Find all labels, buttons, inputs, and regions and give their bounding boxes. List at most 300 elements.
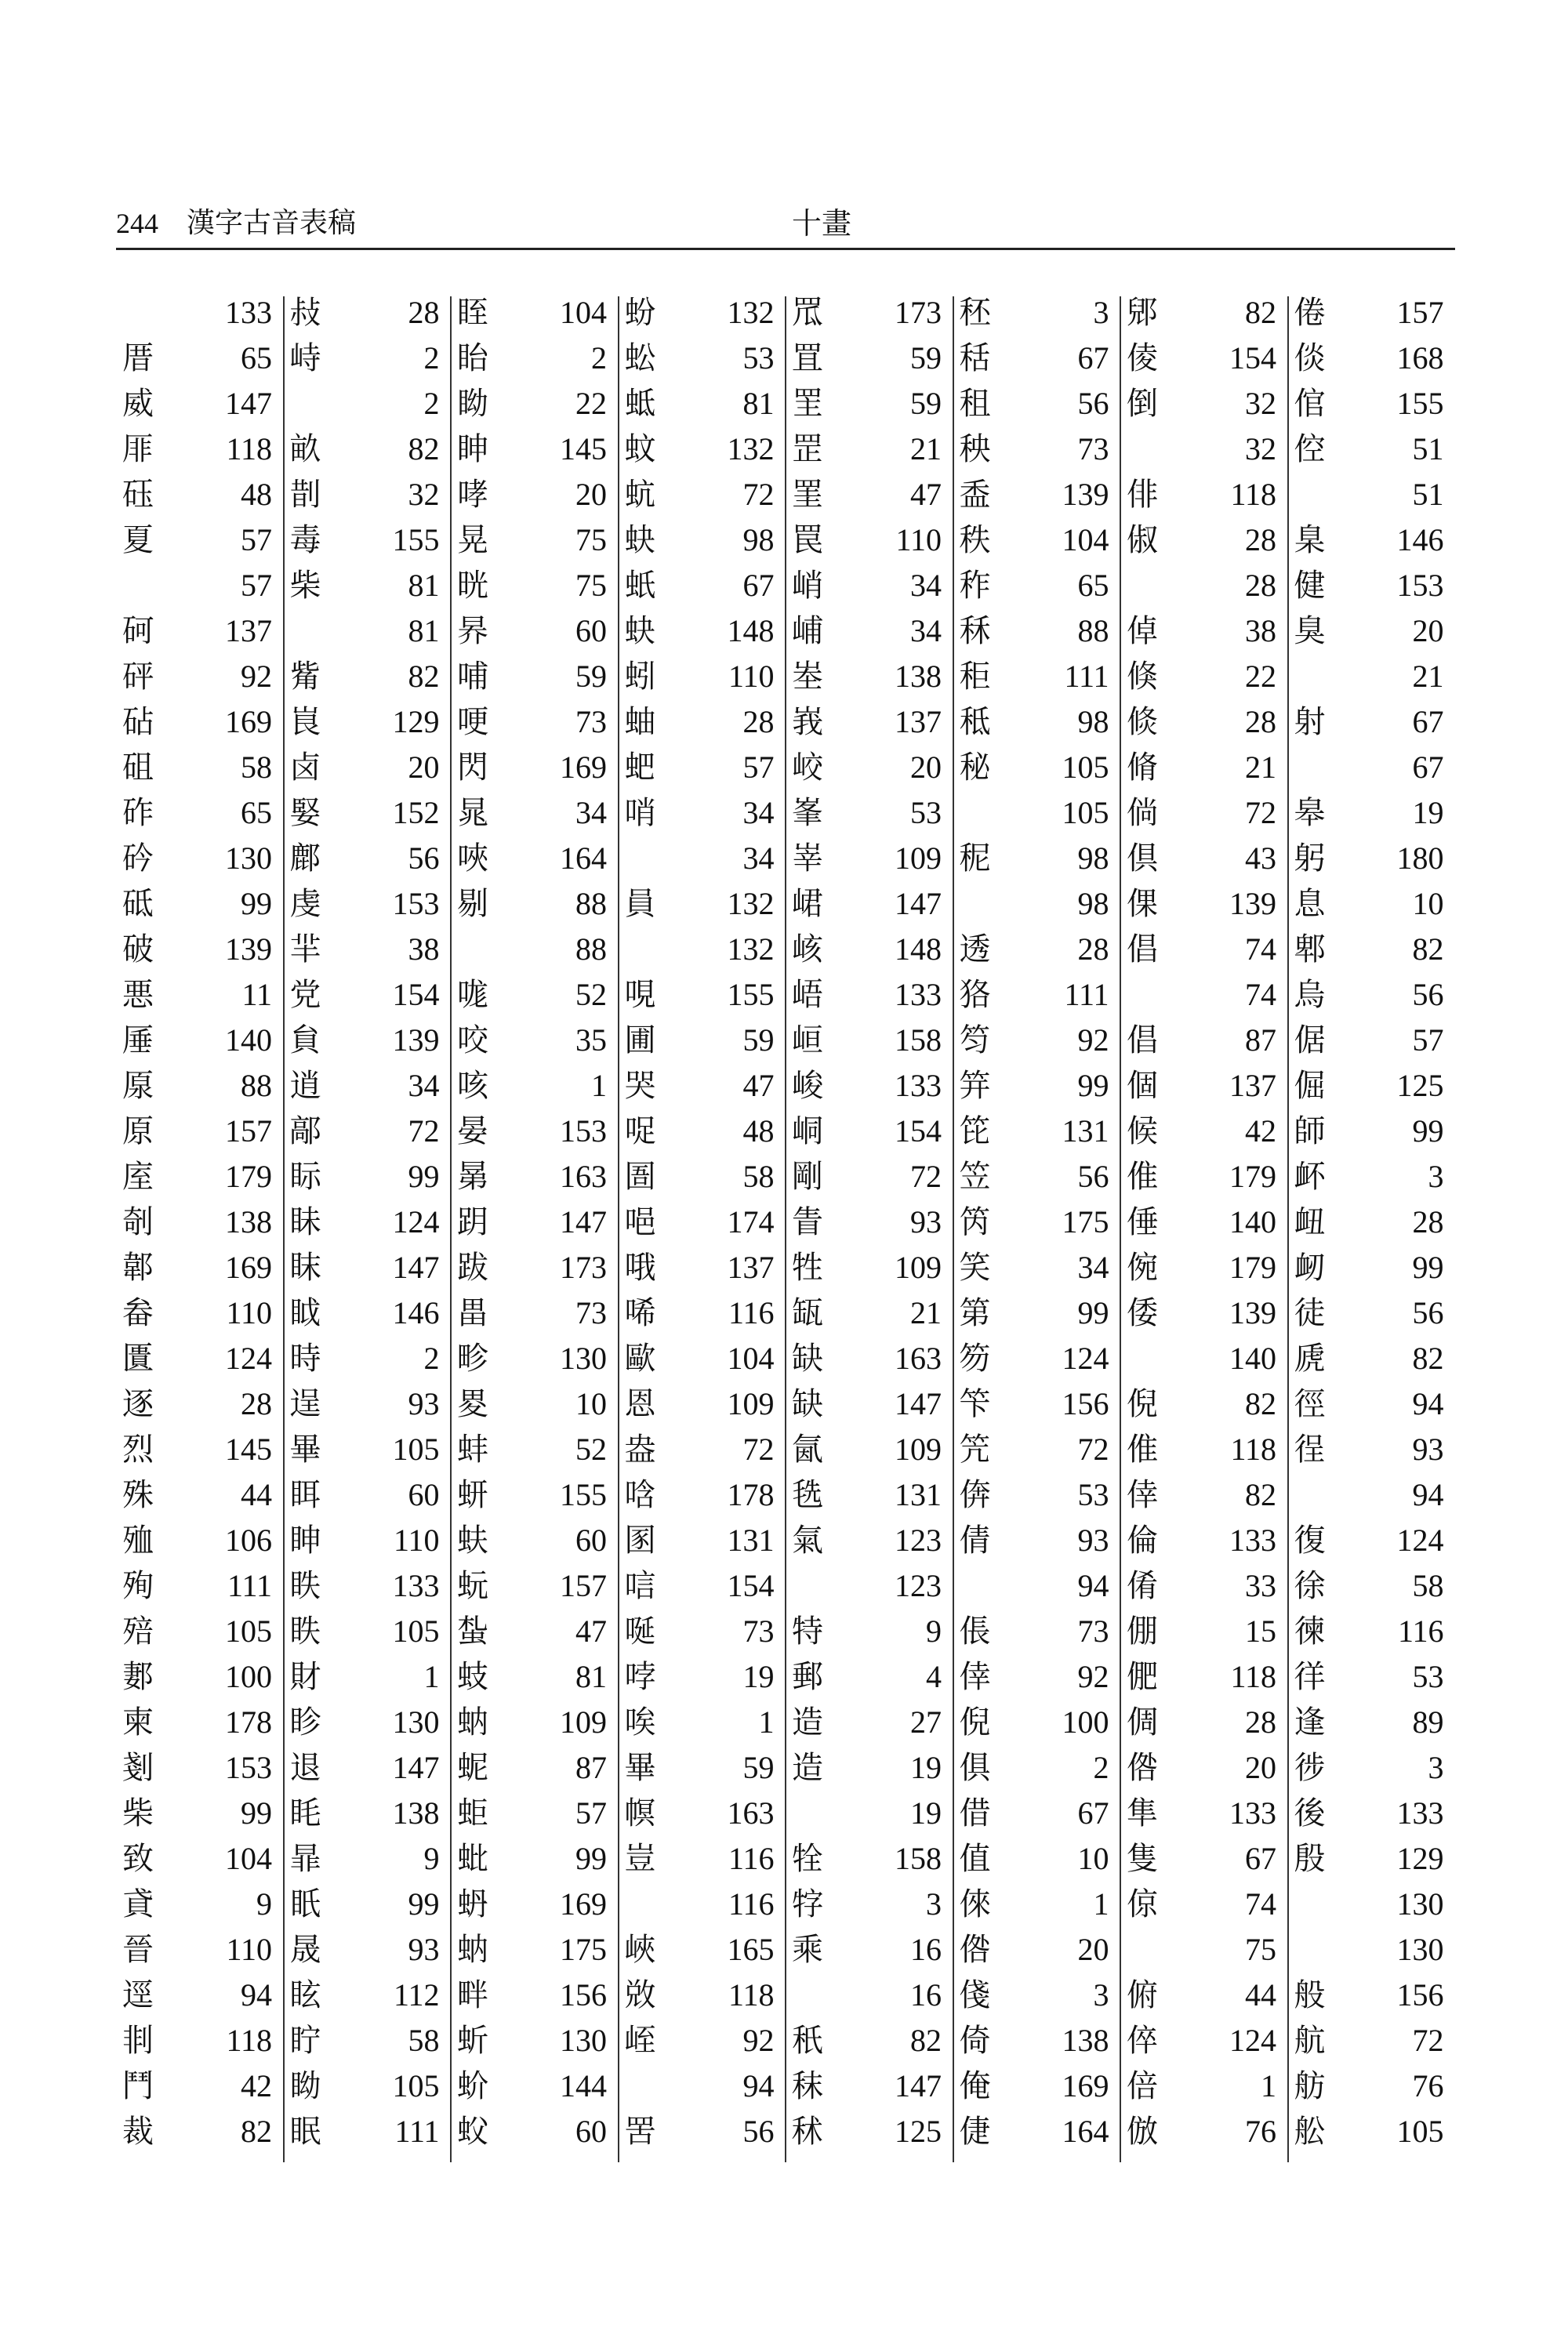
page-reference: 92: [1077, 1022, 1109, 1058]
page-reference: 94: [1077, 1568, 1109, 1603]
character: 衂: [1294, 1250, 1326, 1286]
table-row: [786, 2018, 953, 2063]
page-reference: 105: [1396, 2114, 1444, 2149]
table-row: [1288, 290, 1455, 336]
table-row: [284, 1109, 451, 1154]
table-row: [619, 1109, 786, 1154]
table-row: [451, 1882, 618, 1927]
character: 徏: [1294, 1750, 1326, 1786]
page-reference: 32: [408, 477, 440, 512]
table-row: [284, 1836, 451, 1882]
character: 蚊: [624, 431, 656, 467]
page-reference: 72: [1245, 795, 1276, 830]
page-reference: 20: [1077, 1932, 1109, 1967]
character: 唅: [624, 1477, 656, 1513]
page-reference: 99: [1077, 1068, 1109, 1103]
page-reference: 53: [1412, 1659, 1444, 1694]
page-reference: 9: [256, 1886, 272, 1922]
table-row: [116, 927, 283, 972]
table-row: [284, 654, 451, 699]
page-reference: 163: [727, 1795, 775, 1831]
character: 舩: [1294, 2114, 1326, 2150]
page-reference: 137: [727, 1250, 775, 1285]
character: 倠: [1127, 1432, 1158, 1468]
character: 剛: [792, 1159, 823, 1195]
page-reference: 35: [575, 1022, 607, 1058]
page-reference: 140: [225, 1022, 272, 1058]
table-row: [953, 1882, 1120, 1927]
table-column: [1120, 290, 1287, 2172]
page-reference: 118: [226, 431, 272, 466]
table-row: [953, 836, 1120, 881]
table-row: [1120, 1609, 1287, 1654]
table-row: [116, 1336, 283, 1381]
table-row: [786, 836, 953, 881]
character: 射: [1294, 704, 1326, 740]
page-reference: 152: [392, 795, 440, 830]
character: 豈: [624, 1841, 656, 1877]
table-row: [619, 1427, 786, 1472]
table-row: [284, 1200, 451, 1245]
table-row: [1288, 1563, 1455, 1609]
character: 蚋: [457, 1704, 488, 1740]
table-row: [619, 881, 786, 927]
page-reference: 154: [1229, 340, 1276, 376]
table-row: [953, 1791, 1120, 1836]
table-row: [786, 881, 953, 927]
character: 倓: [1294, 340, 1326, 376]
table-row: [786, 1518, 953, 1563]
character: 倭: [1127, 1295, 1158, 1331]
character: 倣: [1127, 2114, 1158, 2150]
character: 眩: [289, 1977, 321, 2013]
page-reference: 60: [408, 1477, 440, 1512]
character: 唌: [624, 1613, 656, 1650]
page-reference: 72: [910, 1159, 942, 1194]
page-reference: 56: [742, 2114, 775, 2149]
table-row: [1120, 472, 1287, 517]
page-reference: 57: [575, 1795, 607, 1831]
table-column: [1288, 290, 1455, 2172]
table-row: [619, 1336, 786, 1381]
page-reference: 73: [1077, 1613, 1109, 1649]
character: 秣: [792, 2068, 823, 2104]
page-reference: 110: [226, 1932, 272, 1967]
character: 舫: [1294, 2068, 1326, 2104]
page-reference: 2: [423, 386, 440, 421]
character-table: [116, 290, 1455, 2172]
table-row: [619, 1245, 786, 1290]
character: 眙: [457, 340, 488, 376]
page-reference: 60: [575, 2114, 607, 2149]
table-row: [451, 1245, 618, 1290]
page-reference: 93: [1412, 1432, 1444, 1467]
character: 峿: [792, 977, 823, 1013]
page-reference: 1: [423, 1659, 440, 1694]
table-row: [1288, 1882, 1455, 1927]
character: 倒: [1127, 386, 1158, 422]
table-row: [786, 1654, 953, 1700]
table-row: [116, 654, 283, 699]
table-row: [786, 1109, 953, 1154]
page-reference: 98: [1077, 886, 1109, 921]
page-reference: 57: [241, 522, 272, 557]
page-reference: 99: [408, 1159, 440, 1194]
page-reference: 147: [225, 386, 272, 421]
table-row: [1288, 517, 1455, 563]
table-row: [786, 517, 953, 563]
character: 郳: [1127, 295, 1158, 331]
header-rule: [116, 248, 1455, 250]
character: 罡: [792, 431, 823, 467]
table-row: [451, 1427, 618, 1472]
page-reference: 21: [1245, 750, 1276, 785]
page-reference: 76: [1245, 2114, 1276, 2149]
table-row: [1120, 608, 1287, 654]
page-reference: 139: [1229, 886, 1276, 921]
table-row: [619, 2063, 786, 2109]
table-row: [284, 426, 451, 472]
page-reference: 72: [1412, 2023, 1444, 2058]
page-reference: 105: [1062, 795, 1109, 830]
page-reference: 65: [241, 340, 272, 376]
character: 徒: [1294, 1295, 1326, 1331]
table-row: [953, 745, 1120, 790]
character: 倀: [959, 1613, 991, 1650]
page-reference: 73: [742, 1613, 775, 1649]
character: 晃: [457, 522, 488, 558]
page-reference: 163: [560, 1159, 607, 1194]
character: 暃: [289, 1841, 321, 1877]
character: 眣: [289, 1613, 321, 1650]
page-reference: 10: [1412, 886, 1444, 921]
character: 秖: [792, 2023, 823, 2059]
character: 哦: [624, 1250, 656, 1286]
character: 殕: [122, 1613, 154, 1650]
table-row: [1288, 1290, 1455, 1336]
character: 倍: [1127, 2068, 1158, 2104]
character: 晟: [289, 1932, 321, 1968]
page-reference: 43: [1245, 840, 1276, 876]
page-reference: 34: [408, 1068, 440, 1103]
character: 砧: [122, 704, 154, 740]
table-row: [1120, 927, 1287, 972]
page-reference: 118: [1230, 1432, 1276, 1467]
table-row: [1120, 1109, 1287, 1154]
character: 牸: [792, 1886, 823, 1922]
character: 倴: [959, 1477, 991, 1513]
table-row: [116, 1654, 283, 1700]
page-reference: 139: [1062, 477, 1109, 512]
character: 峻: [792, 1068, 823, 1104]
character: 氣: [792, 1523, 823, 1559]
character: 員: [624, 886, 656, 922]
table-row: [1288, 836, 1455, 881]
page-reference: 65: [241, 795, 272, 830]
table-row: [451, 2018, 618, 2063]
character: 蚒: [457, 1886, 488, 1922]
character: 厞: [122, 431, 154, 467]
page-reference: 82: [1412, 1341, 1444, 1376]
table-row: [1288, 1200, 1455, 1245]
page-reference: 20: [910, 750, 942, 785]
table-row: [619, 2109, 786, 2154]
table-row: [116, 1109, 283, 1154]
page-reference: 146: [1396, 522, 1444, 557]
table-row: [116, 381, 283, 426]
page-reference: 21: [910, 1295, 942, 1330]
page-reference: 138: [895, 659, 942, 694]
table-row: [619, 381, 786, 426]
table-row: [1120, 1200, 1287, 1245]
character: 復: [1294, 1523, 1326, 1559]
character: 臬: [1294, 522, 1326, 558]
character: 隻: [1127, 1841, 1158, 1877]
table-row: [1288, 927, 1455, 972]
page-reference: 130: [392, 1704, 440, 1740]
table-row: [619, 1791, 786, 1836]
table-row: [953, 1973, 1120, 2018]
character: 唏: [624, 1295, 656, 1331]
table-row: [451, 1518, 618, 1563]
page-reference: 130: [1396, 1932, 1444, 1967]
character: 倶: [1127, 840, 1158, 877]
character: 貟: [289, 1022, 321, 1058]
table-row: [1120, 699, 1287, 745]
page-reference: 110: [393, 1523, 440, 1558]
page-reference: 118: [728, 1977, 775, 2013]
table-row: [1288, 1245, 1455, 1290]
table-row: [451, 517, 618, 563]
character: 逐: [122, 1386, 154, 1422]
table-row: [1288, 2063, 1455, 2109]
table-row: [284, 563, 451, 608]
table-row: [1120, 517, 1287, 563]
character: 蚷: [457, 1795, 488, 1831]
page-reference: 132: [727, 931, 775, 967]
table-row: [1120, 1563, 1287, 1609]
table-row: [284, 1063, 451, 1109]
character: 致: [122, 1841, 154, 1877]
character: 郪: [122, 1659, 154, 1695]
table-row: [953, 1654, 1120, 1700]
page-reference: 118: [226, 2023, 272, 2058]
table-row: [619, 972, 786, 1018]
character: 畢: [289, 1432, 321, 1468]
character: 倮: [1127, 886, 1158, 922]
character: 鬥: [122, 2068, 154, 2104]
page-reference: 82: [910, 2023, 942, 2058]
page-reference: 147: [560, 1204, 607, 1240]
table-row: [1120, 1336, 1287, 1381]
page-reference: 129: [1396, 1841, 1444, 1876]
table-row: [284, 1609, 451, 1654]
page-reference: 140: [1229, 1204, 1276, 1240]
table-row: [786, 1472, 953, 1518]
page-reference: 169: [225, 704, 272, 739]
page-reference: 42: [241, 2068, 272, 2103]
character: 畢: [624, 1750, 656, 1786]
character: 峧: [792, 750, 823, 786]
page-reference: 82: [408, 659, 440, 694]
table-row: [284, 517, 451, 563]
character: 皋: [1294, 795, 1326, 831]
character: 俴: [959, 1977, 991, 2013]
page-reference: 148: [895, 931, 942, 967]
table-row: [1120, 1791, 1287, 1836]
page-reference: 59: [742, 1022, 775, 1058]
page-reference: 99: [241, 886, 272, 921]
table-row: [619, 1200, 786, 1245]
character: 峬: [792, 613, 823, 649]
table-row: [116, 1427, 283, 1472]
table-row: [284, 1973, 451, 2018]
page-reference: 65: [1077, 568, 1109, 603]
table-row: [116, 1245, 283, 1290]
character: 晁: [457, 795, 488, 831]
page-reference: 38: [408, 931, 440, 967]
table-column: [451, 290, 618, 2172]
character: 乘: [792, 1932, 823, 1968]
table-column: [786, 290, 953, 2172]
page-reference: 147: [895, 1386, 942, 1421]
character: 峯: [792, 795, 823, 831]
page-reference: 99: [241, 1795, 272, 1831]
page-reference: 123: [895, 1568, 942, 1603]
character: 徐: [1294, 1568, 1326, 1604]
page-reference: 99: [1412, 1250, 1444, 1285]
table-row: [786, 972, 953, 1018]
table-row: [284, 1882, 451, 1927]
table-row: [1120, 2063, 1287, 2109]
character: 倇: [1127, 1250, 1158, 1286]
table-row: [619, 1654, 786, 1700]
table-row: [786, 336, 953, 381]
page-reference: 147: [895, 2068, 942, 2103]
character: 夏: [122, 522, 154, 558]
character: 徎: [1294, 1432, 1326, 1468]
character: 殉: [122, 1568, 154, 1604]
page-reference: 93: [910, 1204, 942, 1240]
page-reference: 60: [575, 613, 607, 648]
page-reference: 130: [560, 1341, 607, 1376]
table-row: [451, 1336, 618, 1381]
table-row: [1120, 1700, 1287, 1745]
character: 倏: [1127, 659, 1158, 695]
table-row: [1288, 563, 1455, 608]
table-row: [116, 1563, 283, 1609]
table-row: [284, 1745, 451, 1791]
page-reference: 59: [910, 340, 942, 376]
character: 鄗: [289, 1113, 321, 1149]
page-reference: 104: [727, 1341, 775, 1376]
page-reference: 59: [742, 1750, 775, 1785]
table-row: [451, 1791, 618, 1836]
table-row: [786, 699, 953, 745]
character: 眜: [289, 1250, 321, 1286]
character: 眚: [792, 1204, 823, 1240]
character: 威: [122, 386, 154, 422]
table-row: [1288, 1063, 1455, 1109]
page-reference: 57: [241, 568, 272, 603]
table-row: [451, 2063, 618, 2109]
character: 鄜: [289, 840, 321, 877]
character: 倥: [1294, 431, 1326, 467]
page-reference: 16: [910, 1932, 942, 1967]
page-reference: 93: [408, 1386, 440, 1421]
character: 徚: [1294, 1613, 1326, 1650]
page-reference: 111: [394, 2114, 440, 2149]
character: 畚: [122, 1295, 154, 1331]
character: 逢: [1294, 1704, 1326, 1740]
page-reference: 130: [1396, 1886, 1444, 1922]
character: 匱: [122, 1341, 154, 1377]
page-reference: 133: [1229, 1795, 1276, 1831]
page-reference: 67: [1077, 340, 1109, 376]
page-reference: 73: [575, 704, 607, 739]
table-column: [284, 290, 451, 2172]
character: 峙: [289, 340, 321, 376]
page-reference: 158: [895, 1022, 942, 1058]
page-reference: 137: [895, 704, 942, 739]
table-row: [619, 2018, 786, 2063]
page-reference: 74: [1245, 1886, 1276, 1922]
character: 倡: [1127, 1022, 1158, 1058]
table-row: [619, 517, 786, 563]
character: 蚡: [624, 295, 656, 331]
page-reference: 94: [1412, 1477, 1444, 1512]
character: 哯: [624, 977, 656, 1013]
table-row: [451, 1700, 618, 1745]
character: 倌: [1294, 386, 1326, 422]
page-reference: 169: [1062, 2068, 1109, 2103]
page-reference: 21: [1412, 659, 1444, 694]
table-row: [786, 1791, 953, 1836]
page-reference: 99: [575, 1841, 607, 1876]
page-reference: 105: [392, 2068, 440, 2103]
page-reference: 179: [1229, 1250, 1276, 1285]
page-reference: 19: [742, 1659, 775, 1694]
character: 剕: [122, 2023, 154, 2059]
table-row: [1288, 1472, 1455, 1518]
page-reference: 116: [1397, 1613, 1444, 1649]
page-reference: 132: [727, 431, 775, 466]
table-row: [786, 1836, 953, 1882]
page-reference: 153: [392, 886, 440, 921]
table-row: [786, 1973, 953, 2018]
character: 蚑: [457, 1659, 488, 1695]
table-row: [1120, 1290, 1287, 1336]
table-row: [116, 1745, 283, 1791]
character: 哱: [624, 1659, 656, 1695]
page-reference: 106: [225, 1523, 272, 1558]
character: 峎: [289, 704, 321, 740]
page-reference: 67: [1077, 1795, 1109, 1831]
table-row: [284, 972, 451, 1018]
page-reference: 53: [1077, 1477, 1109, 1512]
table-row: [786, 1745, 953, 1791]
page-reference: 92: [1077, 1659, 1109, 1694]
page-reference: 164: [560, 840, 607, 876]
page-reference: 154: [727, 1568, 775, 1603]
page-reference: 175: [560, 1932, 607, 1967]
page-reference: 173: [895, 295, 942, 330]
page-reference: 3: [1428, 1750, 1444, 1785]
table-row: [284, 381, 451, 426]
table-row: [451, 472, 618, 517]
page-reference: 125: [895, 2114, 942, 2149]
table-row: [953, 1563, 1120, 1609]
